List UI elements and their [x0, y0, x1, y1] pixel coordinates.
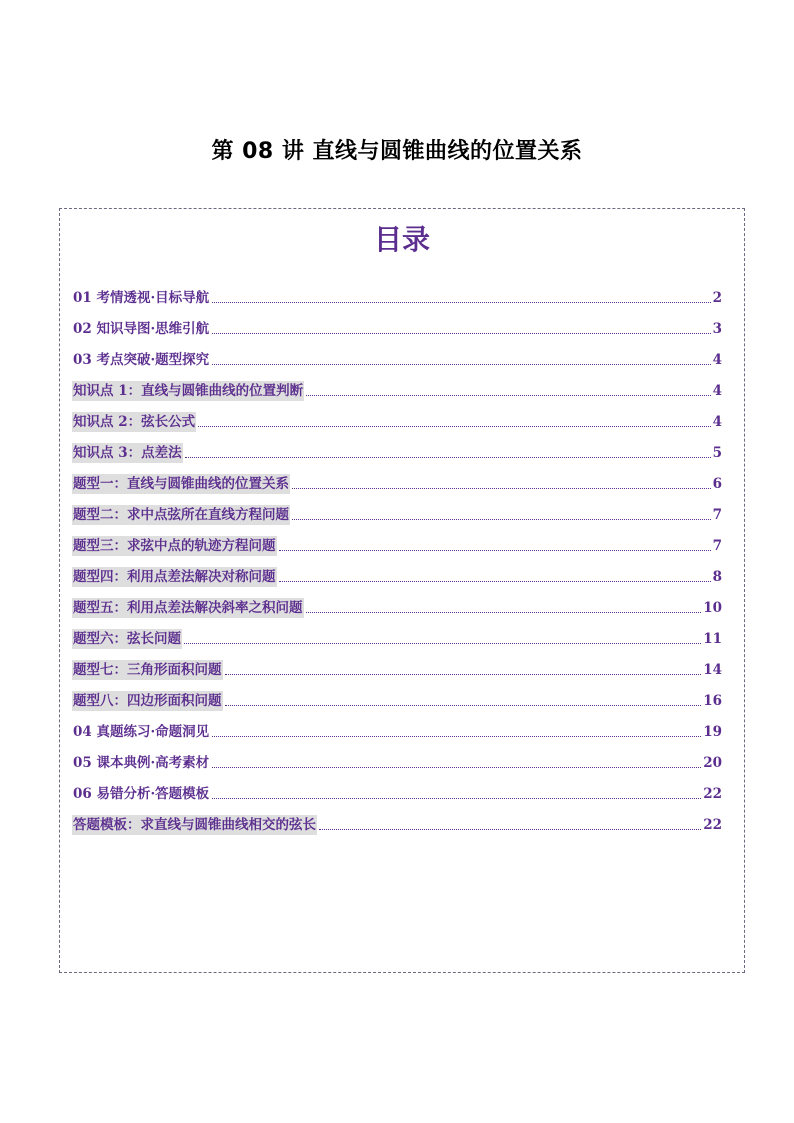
toc-entry-page-number[interactable]: 8 [712, 569, 722, 585]
toc-entry[interactable] [72, 494, 722, 525]
toc-dot-leader [306, 611, 702, 613]
toc-entry[interactable] [72, 339, 722, 370]
toc-entry[interactable] [72, 556, 722, 587]
toc-dot-leader [225, 704, 702, 706]
toc-entry-page-number[interactable]: 14 [703, 662, 722, 678]
toc-entry-label[interactable]: 题型五：利用点差法解决斜率之积问题 [73, 600, 303, 616]
toc-dot-leader [292, 487, 711, 489]
toc-dot-leader [212, 363, 710, 365]
toc-dot-leader [212, 735, 701, 737]
toc-entry[interactable] [72, 401, 722, 432]
toc-entry[interactable] [72, 742, 722, 773]
toc-entry-label[interactable]: 题型四：利用点差法解决对称问题 [73, 569, 276, 585]
toc-entry-page-number[interactable]: 19 [703, 724, 722, 740]
toc-entry[interactable] [72, 432, 722, 463]
toc-entry-label[interactable]: 05 课本典例·高考素材 [73, 755, 210, 771]
toc-entry-label[interactable]: 题型八：四边形面积问题 [73, 693, 222, 709]
toc-entry-page-number[interactable]: 4 [712, 383, 722, 399]
toc-entry-page-number[interactable]: 10 [703, 600, 722, 616]
toc-entry[interactable] [72, 308, 722, 339]
toc-entry-page-number[interactable]: 20 [703, 755, 722, 771]
toc-entry-page-number[interactable]: 4 [712, 352, 722, 368]
toc-entry[interactable] [72, 804, 722, 835]
toc-entry-label[interactable]: 题型二：求中点弦所在直线方程问题 [73, 507, 289, 523]
toc-entry-page-number[interactable]: 16 [703, 693, 722, 709]
toc-entry-label[interactable]: 02 知识导图·思维引航 [73, 321, 210, 337]
toc-entry-label[interactable]: 题型七：三角形面积问题 [73, 662, 222, 678]
toc-dot-leader [279, 549, 711, 551]
toc-entry-label[interactable]: 答题模板：求直线与圆锥曲线相交的弦长 [73, 817, 316, 833]
toc-entry-label[interactable]: 题型六：弦长问题 [73, 631, 181, 647]
toc-dot-leader [319, 828, 701, 830]
toc-entry-label[interactable]: 知识点 2：弦长公式 [73, 414, 196, 430]
toc-entry[interactable] [72, 773, 722, 804]
toc-entry[interactable] [72, 711, 722, 742]
toc-dot-leader [198, 425, 711, 427]
toc-entry-label[interactable]: 题型一：直线与圆锥曲线的位置关系 [73, 476, 289, 492]
toc-entry-page-number[interactable]: 7 [712, 538, 722, 554]
toc-entry[interactable] [72, 370, 722, 401]
toc-dot-leader [212, 797, 701, 799]
toc-heading: 目录 [373, 223, 430, 256]
toc-dot-leader [212, 766, 701, 768]
toc-entry-page-number[interactable]: 11 [703, 631, 722, 647]
toc-entry-label[interactable]: 题型三：求弦中点的轨迹方程问题 [73, 538, 276, 554]
document-title: 第 08 讲 直线与圆锥曲线的位置关系 [211, 139, 583, 164]
toc-entry-page-number[interactable]: 3 [712, 321, 722, 337]
toc-entry-label[interactable]: 03 考点突破·题型探究 [73, 352, 210, 368]
toc-list [72, 277, 722, 835]
toc-dot-leader [292, 518, 711, 520]
toc-entry-page-number[interactable]: 5 [712, 445, 722, 461]
toc-entry-page-number[interactable]: 6 [712, 476, 722, 492]
toc-entry-page-number[interactable]: 2 [712, 290, 722, 306]
toc-entry-page-number[interactable]: 4 [712, 414, 722, 430]
table-of-contents [59, 208, 745, 973]
toc-entry[interactable] [72, 680, 722, 711]
toc-entry-label[interactable]: 知识点 3：点差法 [73, 445, 182, 461]
toc-dot-leader [212, 301, 710, 303]
toc-entry-page-number[interactable]: 22 [703, 786, 722, 802]
toc-entry[interactable] [72, 618, 722, 649]
toc-dot-leader [184, 642, 701, 644]
toc-entry-page-number[interactable]: 22 [703, 817, 722, 833]
toc-entry[interactable] [72, 649, 722, 680]
toc-dot-leader [279, 580, 711, 582]
toc-entry[interactable] [72, 277, 722, 308]
toc-entry[interactable] [72, 587, 722, 618]
toc-entry[interactable] [72, 463, 722, 494]
toc-dot-leader [306, 394, 711, 396]
toc-entry-label[interactable]: 04 真题练习·命题洞见 [73, 724, 210, 740]
toc-dot-leader [225, 673, 702, 675]
toc-entry[interactable] [72, 525, 722, 556]
toc-entry-label[interactable]: 06 易错分析·答题模板 [73, 786, 210, 802]
toc-dot-leader [212, 332, 710, 334]
toc-entry-label[interactable]: 01 考情透视·目标导航 [73, 290, 210, 306]
toc-entry-label[interactable]: 知识点 1：直线与圆锥曲线的位置判断 [73, 383, 304, 399]
toc-entry-page-number[interactable]: 7 [712, 507, 722, 523]
toc-dot-leader [185, 456, 711, 458]
